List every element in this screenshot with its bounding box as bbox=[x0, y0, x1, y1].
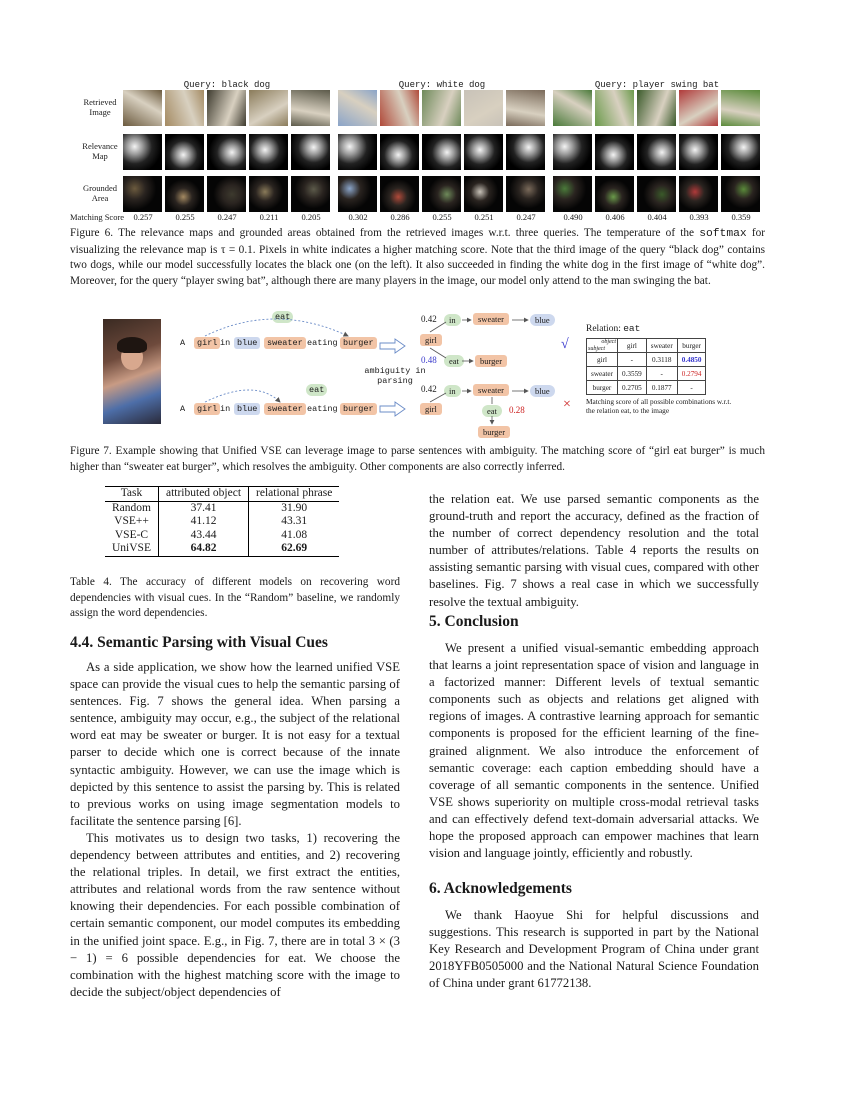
matching-score: 0.255 bbox=[175, 212, 195, 222]
arrow-right-icon bbox=[380, 339, 405, 353]
matching-score: 0.286 bbox=[390, 212, 410, 222]
row-header: sweater bbox=[587, 367, 618, 381]
table-4-caption: Table 4. The accuracy of different models on recovering word dependencies with visual cues. In the “Random” baseline, we randomly assign the word dependencies. bbox=[70, 576, 400, 619]
word-a: A bbox=[180, 338, 186, 348]
score-in: 0.42 bbox=[421, 384, 437, 394]
node-eat: eat bbox=[482, 405, 502, 417]
word-girl: girl bbox=[194, 337, 220, 349]
paragraph: the relation eat. We use parsed semantic components as the ground-truth and report the accuracy, defined as the fraction of the number of correct dependency resolution and the total number of attributes/relations. Table 4 reports the results on assisting semantic parsing with visual cues, compared with other baselines. Fig. 7 shows a real case in which we successfully resolve the textual ambiguity. bbox=[429, 492, 759, 609]
table-cell: 0.3118 bbox=[646, 353, 677, 367]
word-girl: girl bbox=[194, 403, 220, 415]
matching-score: 0.359 bbox=[731, 212, 751, 222]
word-eating: eating bbox=[307, 338, 338, 348]
relation-note: Matching score of all possible combinations w.r.t. the relation eat, to the image bbox=[586, 397, 732, 415]
table-cell: 0.3559 bbox=[618, 367, 647, 381]
table-row: VSE++ 41.12 43.31 bbox=[105, 515, 339, 529]
col-header: burger bbox=[677, 339, 706, 353]
arc-label-eat: eat bbox=[272, 311, 293, 323]
table-cell: 0.4850 bbox=[677, 353, 706, 367]
word-in: in bbox=[220, 404, 231, 414]
query-title: Query: player swing bat bbox=[594, 80, 720, 90]
ambiguity-label: ambiguity in parsing bbox=[364, 366, 426, 386]
word-in: in bbox=[220, 338, 231, 348]
word-sweater: sweater bbox=[264, 403, 306, 415]
score-eat: 0.48 bbox=[421, 355, 437, 365]
table-cell: 0.2794 bbox=[677, 367, 706, 381]
node-blue: blue bbox=[530, 314, 555, 326]
matching-score: 0.406 bbox=[605, 212, 625, 222]
figure-6-caption: Figure 6. The relevance maps and grounded areas obtained from the retrieved images w.r.t. three queries. The temperature of the softmax for visualizing the relevance map is τ = 0.1. Pixels in white indicates a higher matching score. Note that the third image of the query “black dog” contains two dogs, while our model successfully locates the black one (on the left). It also succeeded in finding the white dog in the first image of “white dog”. Moreover, for the query “player swing bat”, although there are many players in the image, our model only attend to the man swinging the bat. bbox=[70, 227, 765, 287]
matching-score: 0.247 bbox=[217, 212, 237, 222]
table-row: VSE-C 43.44 41.08 bbox=[105, 529, 339, 543]
table-cell: - bbox=[646, 367, 677, 381]
paragraph: As a side application, we show how the learned unified VSE space can provide the visual cues to help the semantic parsing of sentences. Fig. 7 shows the general idea. When parsing a sentence, ambiguity may occur, e.g., the subject of the relational word eat may be sweater or burger. It is not easy for a textual parser to decide which one is correct because of the innate syntactic ambiguity. However, we can use the image which is depicted by this sentence to assist the parsing by. This is related to previous works on using image segmentation models to facilitate the sentence parsing [6]. bbox=[70, 660, 400, 828]
matching-score: 0.490 bbox=[563, 212, 583, 222]
word-burger: burger bbox=[340, 337, 377, 349]
paragraph: We thank Haoyue Shi for helpful discussions and suggestions. This research is supported in part by the National Key Research and Development Program of China under grant 2018YFB0505000 and the National Natural Science Foundation of China under grant 61772138. bbox=[429, 908, 759, 991]
matching-score: 0.393 bbox=[689, 212, 709, 222]
section-4-4-body bbox=[70, 659, 400, 1001]
row-header: girl bbox=[587, 353, 618, 367]
paragraph: We present a unified visual-semantic embedding approach that learns a joint representation space of vision and language in a factorized manner: Different levels of textual semantic components such as objects and relations get aligned with regions of images. A contrastive learning approach for semantic components is proposed for the efficient learning of the fine-grained alignment. We also introduce the enforcement of semantic coverage: each caption embedding should have a coverage of all semantic components in the sentence. Unified VSE shows superiority on multiple cross-modal retrieval tasks and can effectively defend text-domain adversarial attacks. We hope the proposed approach can empower machines that learn vision and language jointly, efficiently and robustly. bbox=[429, 641, 759, 861]
word-blue: blue bbox=[234, 403, 260, 415]
table-cell: 0.1877 bbox=[646, 381, 677, 395]
section-heading: 5. Conclusion bbox=[429, 613, 519, 630]
row-label: Grounded Area bbox=[83, 183, 117, 203]
cross-icon: × bbox=[563, 397, 571, 412]
word-burger: burger bbox=[340, 403, 377, 415]
matching-score: 0.205 bbox=[301, 212, 321, 222]
matching-score: 0.404 bbox=[647, 212, 667, 222]
figure-7-arrows bbox=[0, 0, 850, 450]
col-header: attributed object bbox=[158, 487, 248, 502]
edge bbox=[430, 393, 446, 402]
table-cell: - bbox=[618, 353, 647, 367]
score-in: 0.42 bbox=[421, 314, 437, 324]
section-4-4-continued bbox=[429, 491, 759, 611]
word-eating: eating bbox=[307, 404, 338, 414]
section-heading: 6. Acknowledgements bbox=[429, 880, 572, 897]
matching-score: 0.211 bbox=[259, 212, 279, 222]
dependency-arc bbox=[205, 319, 348, 336]
row-label: Retrieved Image bbox=[83, 97, 117, 117]
word-blue: blue bbox=[234, 337, 260, 349]
node-girl: girl bbox=[420, 334, 442, 346]
arrow-right-icon bbox=[380, 402, 405, 416]
table-cell: - bbox=[677, 381, 706, 395]
node-sweater: sweater bbox=[473, 384, 509, 396]
word-a: A bbox=[180, 404, 186, 414]
arc-label-eat: eat bbox=[306, 384, 327, 396]
matching-score: 0.255 bbox=[432, 212, 452, 222]
relation-score-table bbox=[586, 338, 706, 395]
node-burger: burger bbox=[475, 355, 507, 367]
edge bbox=[430, 348, 446, 358]
col-header: sweater bbox=[646, 339, 677, 353]
matching-score-label: Matching Score bbox=[70, 212, 125, 222]
node-girl: girl bbox=[420, 403, 442, 415]
node-blue: blue bbox=[530, 385, 555, 397]
figure-7-caption: Figure 7. Example showing that Unified VSE can leverage image to parse sentences with ambiguity. The matching score of “girl eat burger” is much higher than “sweater eat burger”, which resolves the ambiguity. Other components are also correctly inferred. bbox=[70, 445, 765, 473]
section-5-body bbox=[429, 640, 759, 862]
paragraph: This motivates us to design two tasks, 1) recovering the dependency between attributes and entities, and 2) recovering the relational triples. In detail, we first extract the entities, attributes and relational words from the raw sentence without knowing their dependencies. For each possible combination of certain semantic component, our model computes its embedding in the unified joint space. E.g., in Fig. 7, there are in total 3 × (3 − 1) = 6 possible dependencies for eat. We choose the combination with the highest matching score with the image to decide the subject/object dependencies of bbox=[70, 830, 400, 999]
matching-score: 0.247 bbox=[516, 212, 536, 222]
check-icon: √ bbox=[561, 337, 569, 352]
node-sweater: sweater bbox=[473, 313, 509, 325]
table-row: Random 37.41 31.90 bbox=[105, 501, 339, 515]
node-eat: eat bbox=[444, 355, 464, 367]
matching-score: 0.302 bbox=[348, 212, 368, 222]
query-title: Query: white dog bbox=[398, 80, 486, 90]
word-sweater: sweater bbox=[264, 337, 306, 349]
matching-score: 0.257 bbox=[133, 212, 153, 222]
section-heading: 4.4. Semantic Parsing with Visual Cues bbox=[70, 634, 328, 651]
col-header: girl bbox=[618, 339, 647, 353]
score-eat: 0.28 bbox=[509, 405, 525, 415]
node-in: in bbox=[444, 314, 461, 326]
table-row: UniVSE 64.82 62.69 bbox=[105, 542, 339, 556]
dependency-arc bbox=[205, 390, 280, 402]
corner-cell: object subject bbox=[588, 339, 616, 352]
edge bbox=[430, 322, 446, 332]
node-in: in bbox=[444, 385, 461, 397]
query-title: Query: black dog bbox=[183, 80, 271, 90]
row-label: Relevance Map bbox=[82, 141, 118, 161]
relation-title: Relation: eat bbox=[586, 323, 641, 334]
table-4 bbox=[105, 486, 339, 557]
node-burger: burger bbox=[478, 426, 510, 438]
row-header: burger bbox=[587, 381, 618, 395]
section-6-body bbox=[429, 907, 759, 992]
matching-score: 0.251 bbox=[474, 212, 494, 222]
col-header: relational phrase bbox=[256, 487, 333, 499]
col-header: Task bbox=[105, 487, 158, 502]
table-cell: 0.2705 bbox=[618, 381, 647, 395]
